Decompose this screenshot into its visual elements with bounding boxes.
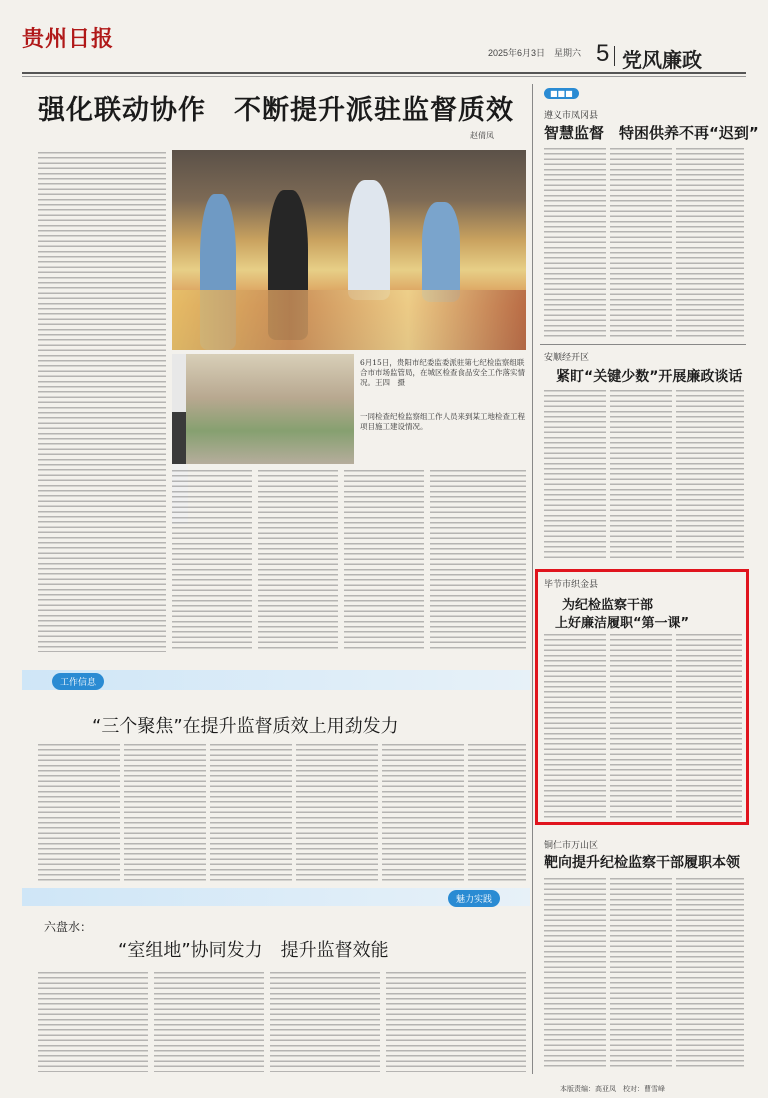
- story1-body-1: [544, 148, 606, 338]
- story3-body-1: [544, 634, 606, 818]
- story3-title-line1: 为纪检监察干部: [562, 598, 654, 613]
- lead-body-column-3: [258, 470, 338, 652]
- story1-body-2: [610, 148, 672, 338]
- story2-body-3: [676, 390, 744, 560]
- issue-date: 2025年6月3日 星期六: [488, 48, 582, 58]
- work-body-column-5: [382, 744, 464, 884]
- story1-kicker: 遵义市凤冈县: [544, 111, 599, 121]
- story2-body-2: [610, 390, 672, 560]
- work-body-column-3: [210, 744, 292, 884]
- column-divider: [532, 84, 533, 1074]
- lead-caption-2: 一同检查纪检监察组工作人员来到某工地检查工程项目施工建设情况。: [360, 412, 525, 431]
- header-rule: [22, 72, 746, 74]
- story2-body-1: [544, 390, 606, 560]
- work-body-column-4: [296, 744, 378, 884]
- lead-caption-1: 6月15日，贵阳市纪委监委派驻第七纪检监察组联合市市场监管局，在城区检查食品安全工作落实情况。王四 摄: [360, 358, 525, 387]
- lead-byline: 赵倩凤: [470, 131, 494, 140]
- work-body-column-6: [468, 744, 526, 884]
- work-body-column-2: [124, 744, 206, 884]
- practice-body-column-3: [270, 972, 380, 1072]
- story2-kicker: 安顺经开区: [544, 353, 590, 363]
- practice-body-column-2: [154, 972, 264, 1072]
- work-body-column-1: [38, 744, 120, 884]
- work-section-label: 工作信息: [52, 673, 104, 690]
- story3-body-2: [610, 634, 672, 818]
- practice-section-label: 魅力实践: [448, 890, 500, 907]
- story3-body-3: [676, 634, 742, 818]
- practice-body-column-4: [386, 972, 526, 1072]
- story1-rule: [540, 344, 746, 345]
- practice-kicker: 六盘水：: [44, 920, 93, 934]
- story1-body-3: [676, 148, 744, 338]
- story4-body-3: [676, 878, 744, 1068]
- lead-photo-construction: [172, 354, 354, 464]
- page-number: 5: [596, 40, 610, 67]
- header-rule-thin: [22, 76, 746, 77]
- story1-title: 智慧监督 特困供养不再“迟到”: [544, 124, 759, 142]
- header-divider: [614, 46, 615, 66]
- section-title: 党风廉政: [622, 48, 702, 72]
- lead-headline: 强化联动协作 不断提升派驻监督质效: [38, 95, 514, 126]
- work-section-title: “三个聚焦”在提升监督质效上用劲发力: [92, 716, 399, 737]
- lead-body-column-5: [430, 470, 526, 652]
- story3-kicker: 毕节市织金县: [544, 580, 599, 590]
- page-footer-credits: 本版责编：高亚凤 校对：曹雪峰: [560, 1086, 665, 1093]
- newspaper-logo: 贵州日报: [22, 26, 115, 52]
- story4-body-1: [544, 878, 606, 1068]
- right-column-tag: ■■■: [544, 88, 579, 99]
- practice-body-column-1: [38, 972, 148, 1072]
- story4-kicker: 铜仁市万山区: [544, 841, 599, 851]
- story4-title: 靶向提升纪检监察干部履职本领: [544, 855, 740, 871]
- story2-title: 紧盯“关键少数”开展廉政谈话: [556, 369, 743, 385]
- lead-photo-inspection: [172, 150, 526, 350]
- story4-body-2: [610, 878, 672, 1068]
- lead-body-column-4: [344, 470, 424, 652]
- practice-title: “室组地”协同发力 提升监督效能: [118, 940, 389, 961]
- lead-body-column-1: [38, 152, 166, 652]
- lead-body-column-2: [172, 470, 252, 652]
- story3-title-line2: 上好廉洁履职“第一课”: [555, 616, 690, 631]
